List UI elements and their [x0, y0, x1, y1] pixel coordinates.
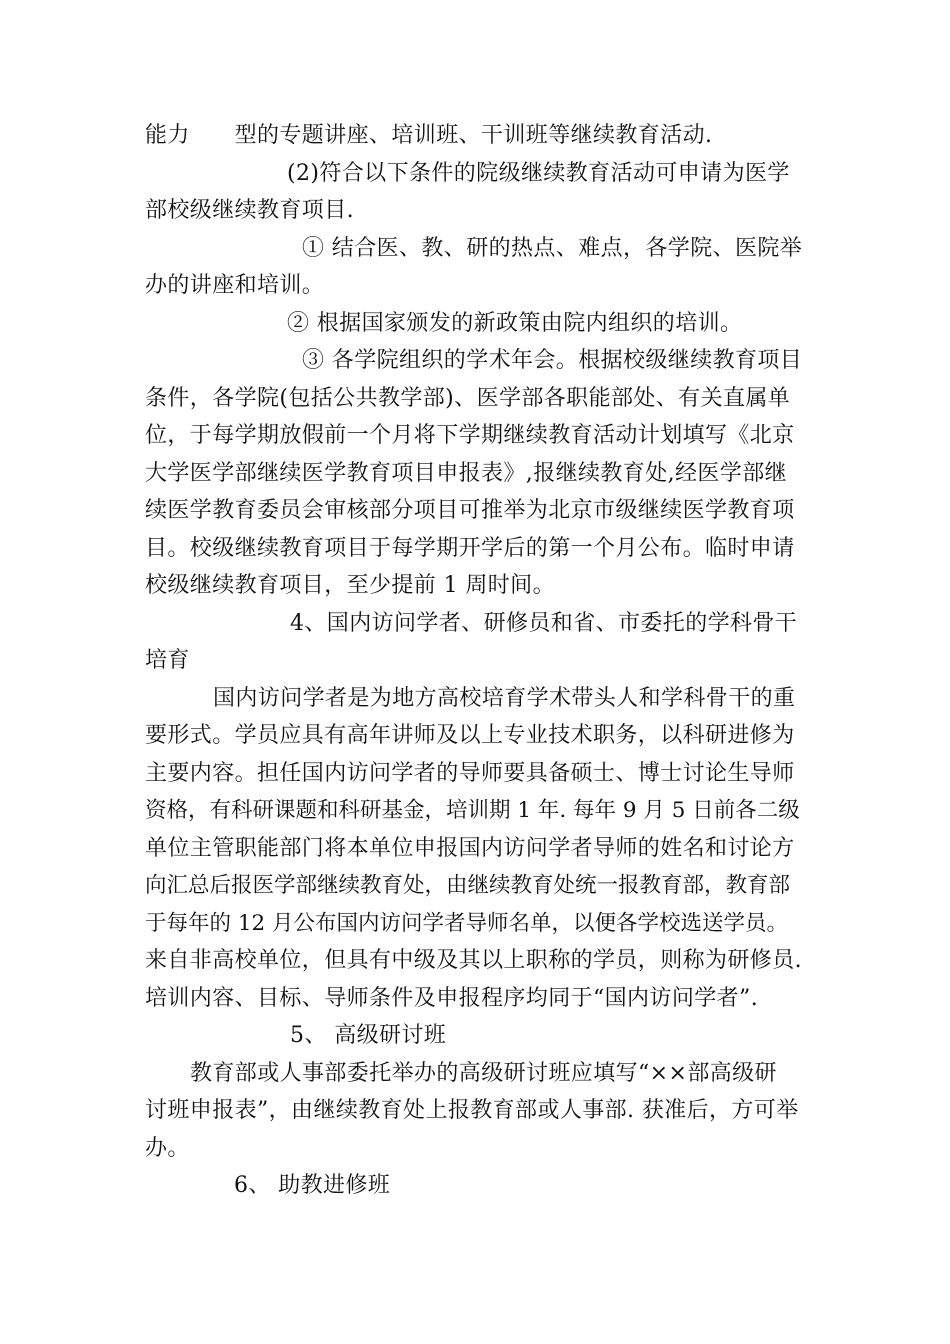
text-line: ② 根据国家颁发的新政策由院内组织的培训。 [287, 311, 743, 336]
text-line: 续医学教育委员会审核部分项目可推举为北京市级继续医学教育项 [145, 498, 795, 523]
text-line: (2)符合以下条件的院级继续教育活动可申请为医学 [287, 161, 790, 186]
text-line: 大学医学部继续医学教育项目申报表》,报继续教育处,经医学部继 [145, 461, 787, 486]
text-line: 能力 型的专题讲座、培训班、干训班等继续教育活动. [145, 123, 713, 148]
section-heading: 4、国内访问学者、研修员和省、市委托的学科骨干 [290, 611, 798, 636]
text-line: 要形式。学员应具有高年讲师及以上专业技术职务，以科研进修为 [145, 723, 795, 748]
section-heading: 培育 [145, 648, 190, 673]
text-line: 讨班申报表”，由继续教育处上报教育部或人事部. 获准后，方可举 [145, 1098, 799, 1123]
text-line: 单位主管职能部门将本单位申报国内访问学者导师的姓名和讨论方 [145, 836, 795, 861]
text-line: 位，于每学期放假前一个月将下学期继续教育活动计划填写《北京 [145, 423, 795, 448]
text-line: 主要内容。担任国内访问学者的导师要具备硕士、博士讨论生导师 [145, 761, 795, 786]
text-line: 培训内容、目标、导师条件及申报程序均同于“国内访问学者”. [145, 986, 759, 1011]
section-heading: 5、 高级研讨班 [290, 1023, 447, 1048]
text-line: 向汇总后报医学部继续教育处，由继续教育处统一报教育部，教育部 [145, 873, 791, 898]
text-line: 条件，各学院(包括公共教学部)、医学部各职能部处、有关直属单 [145, 386, 791, 411]
text-line: 校级继续教育项目，至少提前 1 周时间。 [145, 573, 555, 598]
section-heading: 6、 助教进修班 [234, 1173, 391, 1198]
text-line: 来自非高校单位，但具有中级及其以上职称的学员，则称为研修员. [145, 948, 802, 973]
text-line: ③ 各学院组织的学术年会。根据校级继续教育项目 [302, 348, 803, 373]
text-line: 办。 [145, 1136, 190, 1161]
text-line: 于每年的 12 月公布国内访问学者导师名单，以便各学校选送学员。 [145, 911, 789, 936]
text-line: 教育部或人事部委托举办的高级研讨班应填写“××部高级研 [190, 1061, 777, 1086]
text-line: 目。校级继续教育项目于每学期开学后的第一个月公布。临时申请 [145, 536, 795, 561]
text-line: 办的讲座和培训。 [145, 273, 325, 298]
text-line: 国内访问学者是为地方高校培育学术带头人和学科骨干的重 [213, 686, 796, 711]
text-line: ① 结合医、教、研的热点、难点，各学院、医院举 [302, 236, 803, 261]
text-line: 部校级继续教育项目. [145, 198, 354, 223]
text-line: 资格，有科研课题和科研基金，培训期 1 年. 每年 9 月 5 日前各二级 [145, 798, 800, 823]
